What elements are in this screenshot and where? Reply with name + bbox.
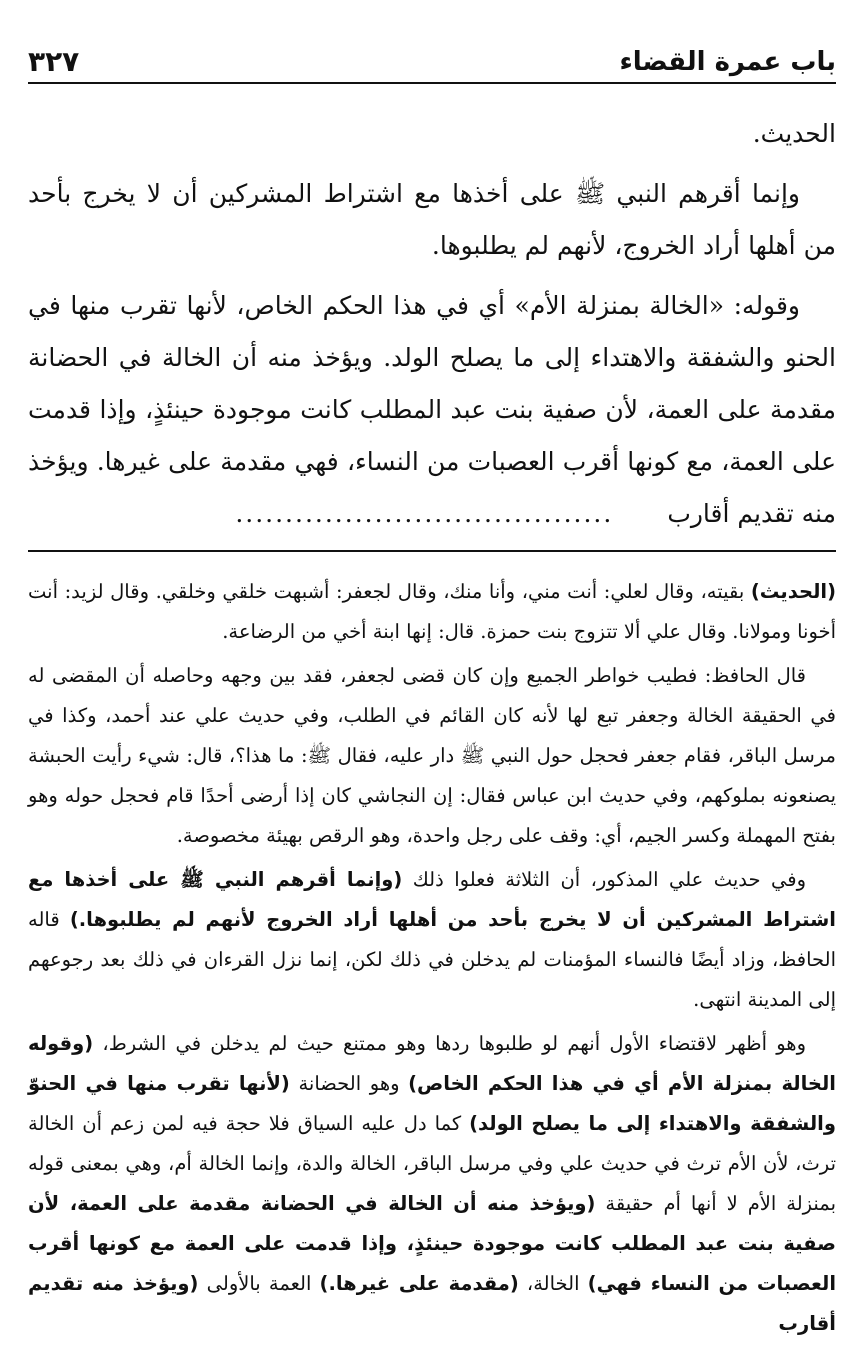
commentary (28, 572, 836, 1344)
main-paragraph-3 (28, 280, 836, 540)
page-header (28, 34, 836, 84)
page (28, 34, 836, 1348)
page-number: ٣٢٧ (28, 45, 80, 78)
commentary-text: وهو أظهر لاقتضاء الأول أنهم لو طلبوها ردها وهو ممتنع حيث لم يدخلن في الشرط، (93, 1032, 806, 1055)
main-paragraph-3-text: وقوله: «الخالة بمنزلة الأم» أي في هذا الحكم الخاص، لأنها تقرب منها في الحنو والشفقة والاهتداء إلى ما يصلح الولد. ويؤخذ منه أن الخالة في الحضانة مقدمة على العمة، لأن صفية بنت عبد المطلب كانت موجودة حينئذٍ، وإذا قدمت على العمة، مع كونها أقرب العصبات من النساء، فهي مقدمة على غيرها. ويؤخذ منه تقديم أقارب (28, 291, 836, 528)
commentary-paragraph-4 (28, 1024, 836, 1344)
commentary-paragraph-2: قال الحافظ: فطيب خواطر الجميع وإن كان قضى لجعفر، فقد بين وجهه وحاصله أن المقضى له في الحقيقة الخالة وجعفر تبع لها لأنه كان القائم في الطلب، وفي حديث علي عند أحمد، وكذا في مرسل الباقر، فقام جعفر فحجل حول النبي ﷺ دار عليه، فقال ﷺ: ما هذا؟، قال: شيء رأيت الحبشة يصنعونه بملوكهم، وفي حديث ابن عباس فقال: إن النجاشي كان إذا أرضى أحدًا قام فحجل حوله وهو بفتح المهملة وكسر الجيم، أي: وقف على رجل واحدة، وهو الرقص بهيئة مخصوصة. (28, 664, 836, 847)
running-title: باب عمرة القضاء (619, 47, 836, 77)
main-paragraph-1: الحديث. (752, 119, 836, 148)
main-paragraph-2: وإنما أقرهم النبي ﷺ على أخذها مع اشتراط المشركين أن لا يخرج بأحد من أهلها أراد الخروج، لأنهم لم يطلبوها. (28, 179, 836, 260)
commentary-text: كما دل عليه السياق فلا حجة فيه لمن زعم أن الخالة ترث، لأن الأم ترث في حديث علي وفي مرسل الباقر، الخالة والدة، وإنما الخالة أم، وهي بمعنى قوله بمنزلة الأم لا أنها أم حقيقة (28, 1112, 836, 1215)
continuation-dots: ...................................... (235, 499, 614, 528)
main-text (28, 108, 836, 540)
footnote-divider (28, 550, 836, 552)
commentary-quote: (ويؤخذ منه أن الخالة في الحضانة مقدمة على العمة، لأن صفية بنت عبد المطلب كانت موجودة حينئذٍ، وإذا قدمت على العمة مع كونها أقرب العصبات من النساء فهي) (28, 1192, 836, 1295)
commentary-quote: (لأنها تقرب منها في الحنوّ والشفقة والاهتداء إلى ما يصلح الولد) (28, 1072, 836, 1135)
commentary-text: وفي حديث علي المذكور، أن الثلاثة فعلوا ذلك (402, 868, 806, 891)
commentary-text: الخالة، (518, 1272, 588, 1295)
commentary-text: العمة بالأولى (198, 1272, 320, 1295)
commentary-quote: (ويؤخذ منه تقديم أقارب (28, 1272, 836, 1335)
commentary-quote: (وقوله الخالة بمنزلة الأم أي في هذا الحكم الخاص) (28, 1032, 836, 1095)
commentary-paragraph-3 (28, 860, 836, 1020)
commentary-text: وهو الحضانة (289, 1072, 409, 1095)
commentary-text: قاله الحافظ، وزاد أيضًا فالنساء المؤمنات لم يدخلن في ذلك لكن، إنما نزل القرءان في ذلك بعد رجوعهم إلى المدينة انتهى. (28, 908, 836, 1011)
commentary-quote: (وإنما أقرهم النبي ﷺ على أخذها مع اشتراط المشركين أن لا يخرج بأحد من أهلها أراد الخروج لأنهم لم يطلبوها.) (28, 868, 836, 931)
commentary-quote: (مقدمة على غيرها.) (319, 1272, 519, 1295)
commentary-text: بقيته، وقال لعلي: أنت مني، وأنا منك، وقال لجعفر: أشبهت خلقي وخلقي. وقال لزيد: أنت أخونا ومولانا. وقال علي ألا تتزوج بنت حمزة. قال: إنها ابنة أخي من الرضاعة. (28, 580, 836, 643)
commentary-paragraph-1 (28, 572, 836, 652)
commentary-quote: (الحديث) (750, 580, 836, 603)
